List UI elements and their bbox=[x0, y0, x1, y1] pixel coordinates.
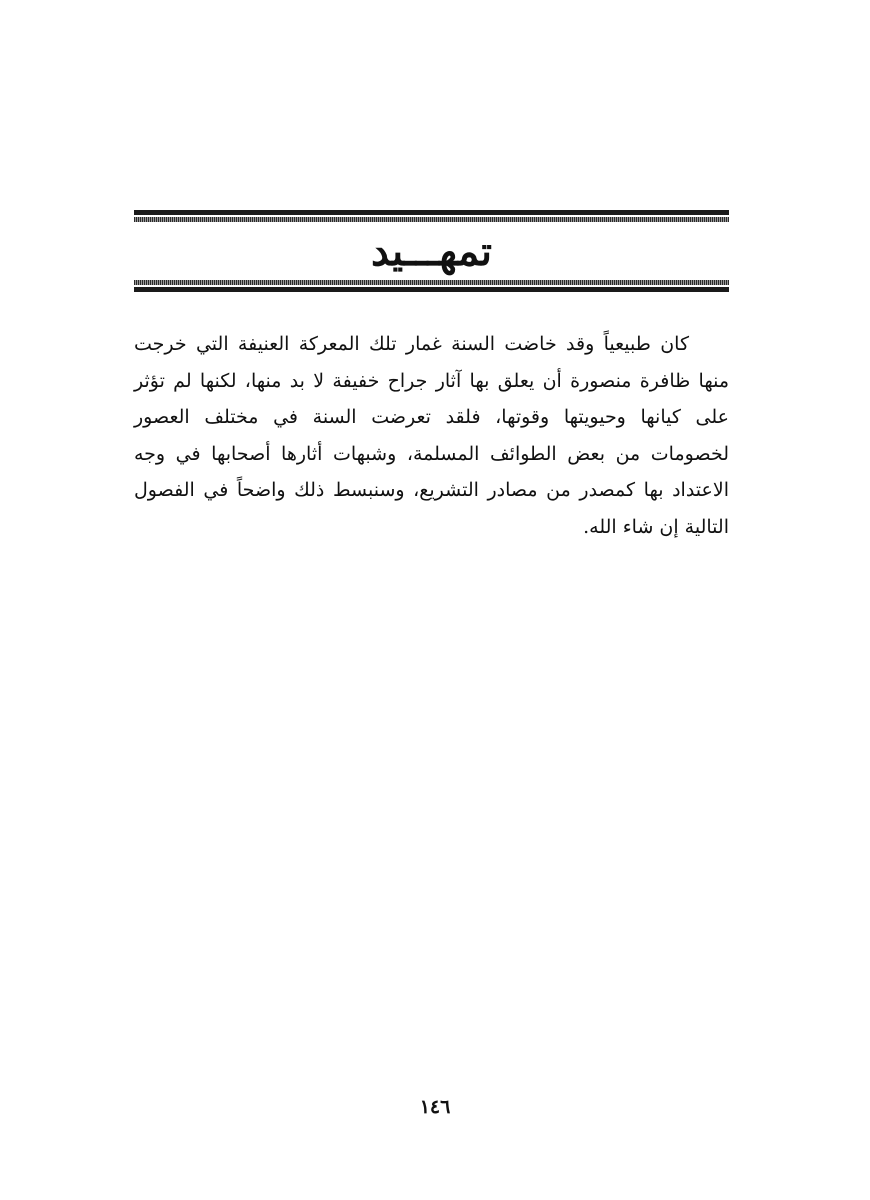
header-rule-bottom-thick bbox=[134, 287, 729, 292]
chapter-title-text: تمهـــيد bbox=[371, 228, 492, 275]
page-number: ١٤٦ bbox=[419, 1096, 451, 1118]
chapter-title bbox=[134, 222, 729, 282]
paragraph-line: الاعتداد بها كمصدر من مصادر التشريع، وسنبسط ذلك واضحاً في الفصول bbox=[134, 479, 729, 501]
paragraph-line: منها ظافرة منصورة أن يعلق بها آثار جراح خفيفة لا بد منها، لكنها لم تؤثر bbox=[134, 369, 729, 392]
paragraph-line: كان طبيعياً وقد خاضت السنة غمار تلك المعركة العنيفة التي خرجت bbox=[134, 333, 689, 355]
header-rule-bottom-hatched bbox=[134, 280, 729, 285]
paragraph-line: التالية إن شاء الله. bbox=[583, 515, 729, 538]
paragraph-line: على كيانها وحيويتها وقوتها، فلقد تعرضت السنة في مختلف العصور bbox=[134, 406, 729, 428]
header-rule-top-thick bbox=[134, 210, 729, 215]
body-paragraph bbox=[134, 326, 729, 545]
paragraph-line: لخصومات من بعض الطوائف المسلمة، وشبهات أثارها أصحابها في وجه bbox=[134, 442, 729, 465]
